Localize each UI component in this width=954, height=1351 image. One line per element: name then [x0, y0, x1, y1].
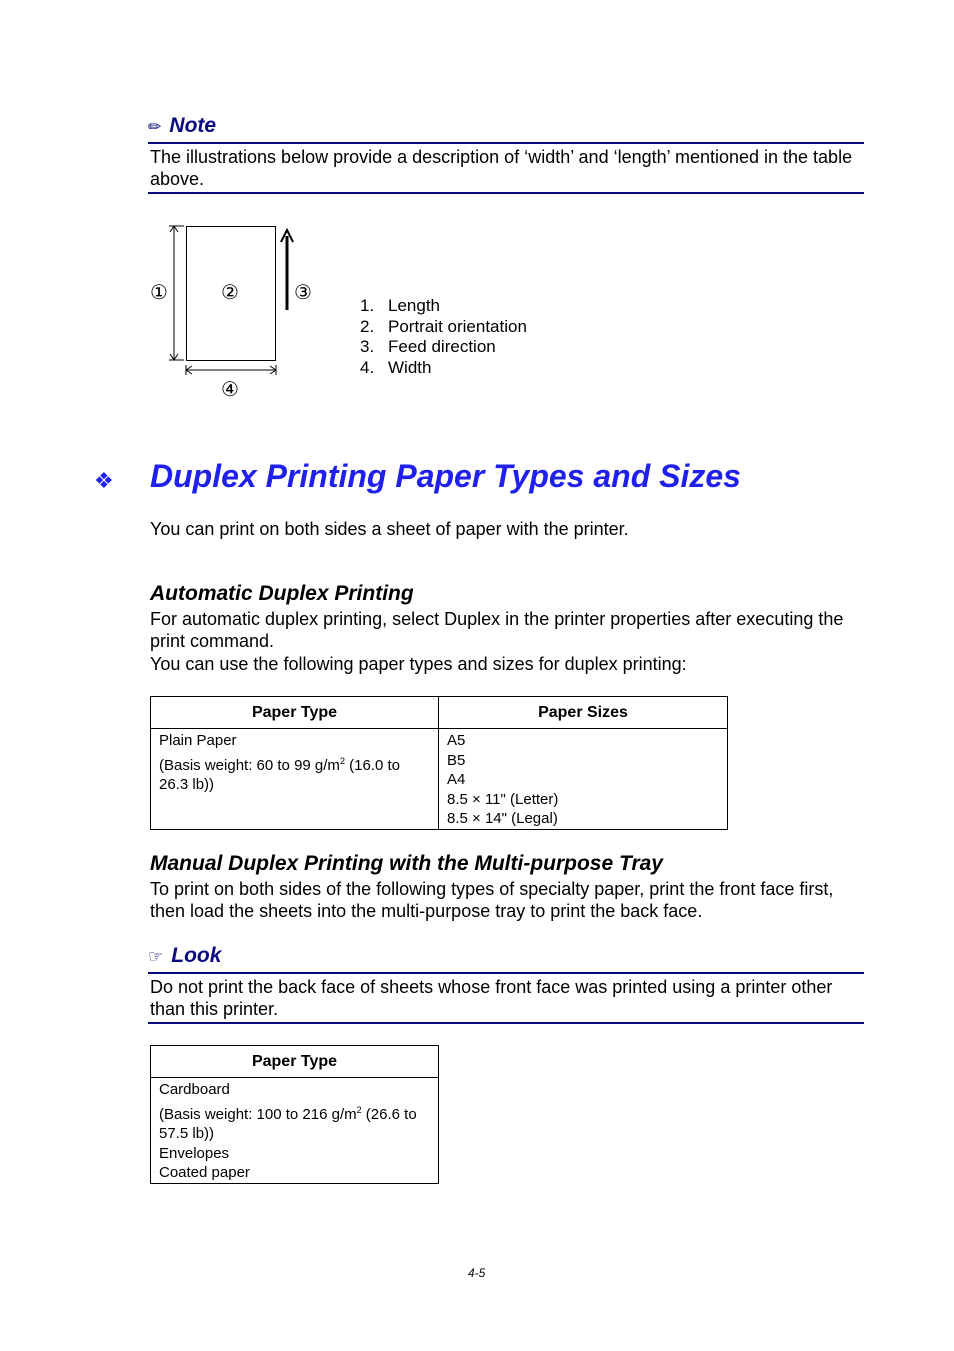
duplex-paper-table [150, 696, 728, 830]
note-rule [148, 192, 864, 194]
size-item: A5 [447, 732, 466, 749]
marker-width: ④ [221, 379, 239, 401]
legend-item: 2. Portrait orientation [360, 316, 527, 336]
section-intro: You can print on both sides a sheet of paper with the printer. [150, 519, 629, 539]
size-item: B5 [447, 751, 466, 769]
column-header-paper-sizes: Paper Sizes [439, 697, 728, 729]
look-title: Look [171, 944, 222, 967]
marker-feed: ③ [294, 282, 312, 304]
legend-item: 1. Length [360, 296, 440, 315]
automatic-duplex-heading: Automatic Duplex Printing [150, 582, 414, 605]
automatic-duplex-para2: You can use the following paper types and sizes for duplex printing: [150, 654, 687, 674]
note-heading [148, 114, 864, 144]
pointing-hand-icon: ☞ [148, 947, 164, 966]
section-title: Duplex Printing Paper Types and Sizes [150, 458, 741, 494]
legend-item: 3. Feed direction [360, 337, 496, 356]
look-rule [148, 1022, 864, 1024]
manual-duplex-heading: Manual Duplex Printing with the Multi-purpose Tray [150, 852, 663, 875]
look-text: Do not print the back face of sheets whose front face was printed using a printer other than this printer. [150, 977, 833, 1019]
marker-length: ① [150, 282, 168, 304]
note-text: The illustrations below provide a description of ‘width’ and ‘length’ mentioned in the table above. [150, 147, 853, 189]
paper-sizes-cell [439, 729, 728, 830]
column-header-paper-type: Paper Type [151, 1046, 439, 1078]
marker-portrait: ② [221, 282, 239, 304]
size-item: 8.5 × 14" (Legal) [447, 810, 558, 827]
automatic-duplex-para1: For automatic duplex printing, select Duplex in the printer properties after executing the print command. [150, 609, 844, 651]
note-title: Note [169, 114, 217, 137]
page-number: 4-5 [468, 1266, 486, 1280]
diagram-legend [360, 296, 527, 378]
paper-type-cell: Plain Paper (Basis weight: 60 to 99 $g/m^2$ (16.0 to 26.3 lb)) [151, 729, 439, 830]
section-bullet-icon: ❖ [94, 468, 114, 493]
manual-paper-table [150, 1045, 439, 1184]
size-item: A4 [447, 771, 466, 788]
look-heading [148, 944, 864, 974]
pencil-icon: ✏ [148, 119, 162, 136]
manual-duplex-para: To print on both sides of the following types of specialty paper, print the front face first, then load the sheets into the multi-purpose tray to print the back face. [150, 879, 834, 921]
manual-paper-type-cell: Cardboard (Basis weight: 100 to 216 $g/m^2$ (26.6 to 57.5 lb)) Envelopes Coated paper [151, 1078, 439, 1184]
legend-item: 4. Width [360, 357, 432, 377]
size-item: 8.5 × 11" (Letter) [447, 790, 559, 808]
column-header-paper-type: Paper Type [151, 697, 439, 729]
